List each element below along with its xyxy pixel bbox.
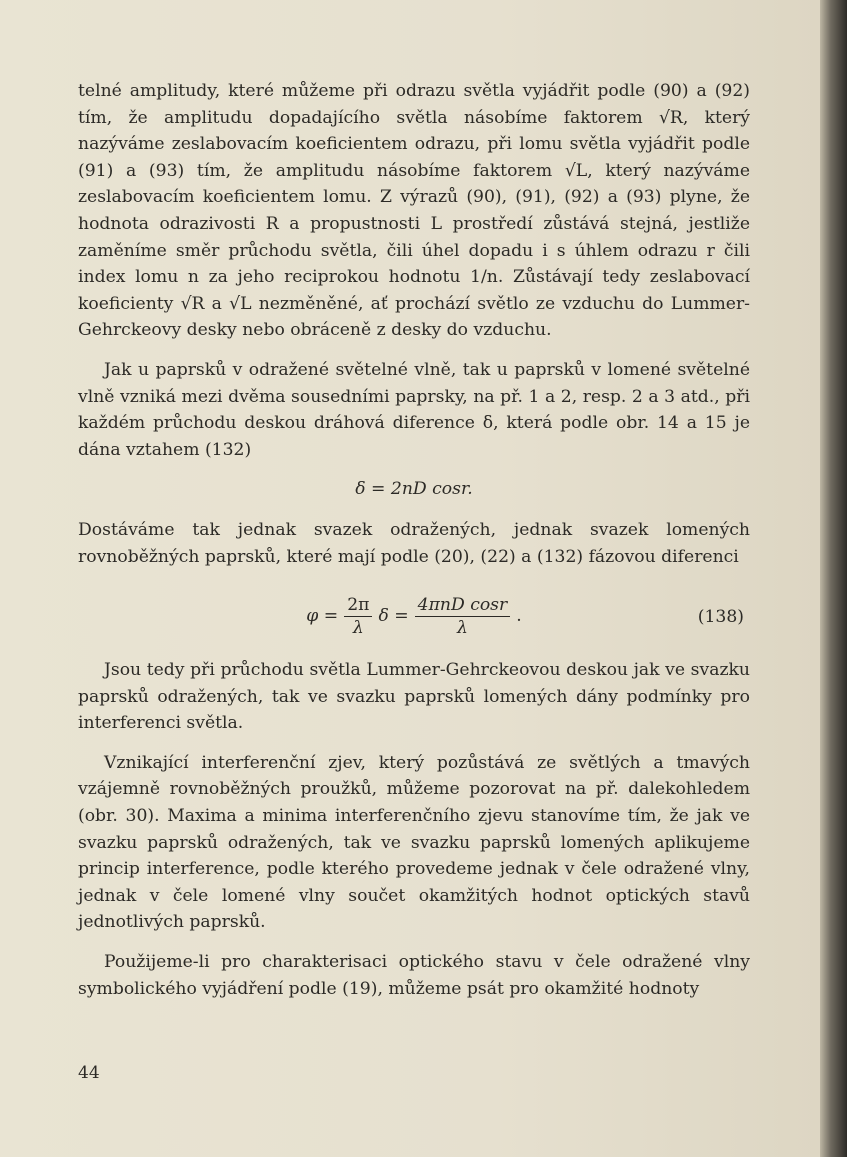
paragraph-4: Jsou tedy při průchodu světla Lummer-Gehrckeovou deskou jak ve svazku paprsků odražených, tak ve svazku paprsků lomených dány podmínky pro interferenci světla. (78, 660, 750, 734)
paragraph-1: telné amplitudy, které můžeme při odrazu světla vyjádřit podle (90) a (92) tím, že amplitudu dopadajícího světla násobíme faktorem √R, který nazýváme zeslabovacím koeficientem odrazu, při lomu světla vyjádřit podle (91) a (93) tím, že amplitudu násobíme faktorem √L, který nazýváme zeslabovacím koeficientem lomu. Z výrazů (90), (91), (92) a (93) plyne, že hodnota odrazivosti R a propustnosti L prostředí zůstává stejná, jestliže zaměníme směr průchodu světla, čili úhel dopadu i s úhlem odrazu r čili index lomu n za jeho reciprokou hodnotu 1/n. Zůstávají tedy zeslabovací koeficienty √R a √L nezměněné, ať prochází světlo ze vzduchu do Lummer-Gehrckeovy desky nebo obráceně z desky do vzduchu. (78, 81, 750, 341)
book-gutter-shadow (820, 0, 847, 1157)
equation-lhs: φ = (306, 605, 339, 626)
equation-138 (78, 583, 750, 649)
fraction-2-denominator: λ (456, 617, 468, 638)
equation-number: (138) (697, 607, 744, 628)
equation-path-difference: δ = 2nD cosr. (355, 479, 473, 500)
paragraph-5: Vznikající interferenční zjev, který pozůstává ze světlých a tmavých vzájemně rovnoběžných proužků, můžeme pozorovat na př. dalekohledem (obr. 30). Maxima a minima interferenčního zjevu stanovíme tím, že jak ve svazku paprsků odražených, tak ve svazku paprsků lomených aplikujeme princip interference, podle kterého provedeme jednak v čele odražené vlny, jednak v čele lomené vlny součet okamžitých hodnot optických stavů jednotlivých paprsků. (78, 752, 750, 933)
paragraph-2: Jak u paprsků v odražené světelné vlně, tak u paprsků v lomené světelné vlně vzniká mezi dvěma sousedními paprsky, na př. 1 a 2, resp. 2 a 3 atd., při každém průchodu deskou dráhová diference δ, která podle obr. 14 a 15 je dána vztahem (132) (78, 359, 750, 460)
equation-end: . (516, 605, 522, 626)
equation-middle: δ = (378, 605, 409, 626)
fraction-1-numerator: 2π (344, 594, 372, 617)
page-body (78, 78, 750, 1015)
fraction-1 (344, 594, 372, 639)
fraction-1-denominator: λ (352, 617, 364, 638)
fraction-2 (415, 594, 511, 639)
page-number: 44 (78, 1063, 100, 1083)
paragraph-3: Dostáváme tak jednak svazek odražených, jednak svazek lomených rovnoběžných paprsků, které mají podle (20), (22) a (132) fázovou diferenci (78, 519, 750, 567)
fraction-2-numerator: 4πnD cosr (415, 594, 511, 617)
paragraph-6: Použijeme-li pro charakterisaci optického stavu v čele odražené vlny symbolického vyjádření podle (19), můžeme psát pro okamžité hodnoty (78, 952, 750, 999)
